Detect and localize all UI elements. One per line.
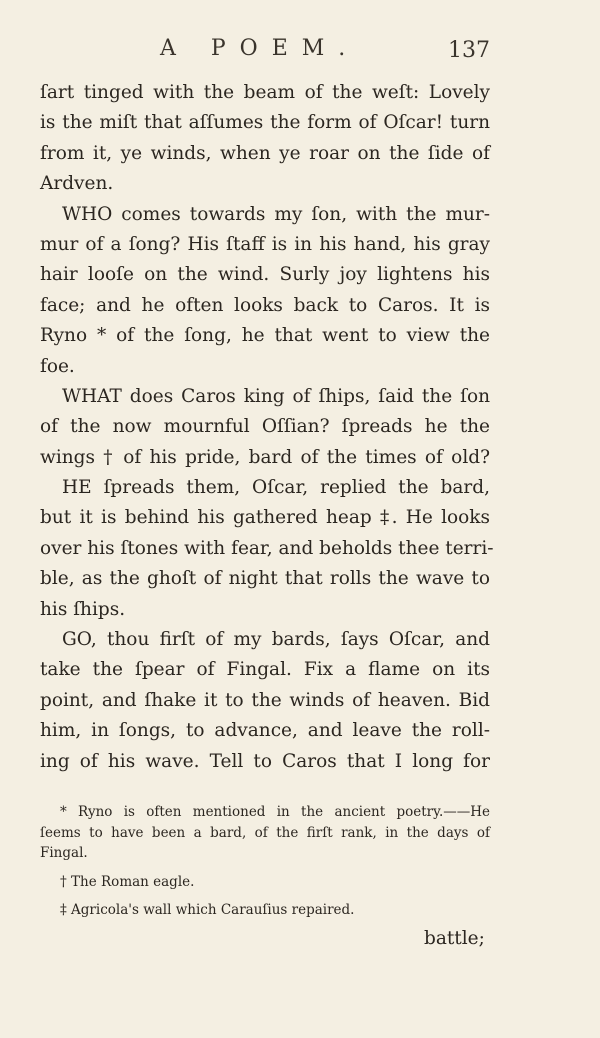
text-line: his ſhips.	[40, 598, 126, 620]
text-line: of the now mournful Oſſian? ſpreads he the	[40, 416, 490, 438]
text-line: is the miſt that aſſumes the form of Oſcar! turn	[40, 112, 490, 134]
page-number: 137	[448, 38, 490, 63]
text-line: Ryno * of the ſong, he that went to view the	[40, 325, 490, 347]
text-line: ble, as the ghoſt of night that rolls the wave to	[40, 568, 490, 590]
footnote-line: ſeems to have been a bard, of the firſt rank, in the days of	[40, 824, 490, 841]
text-line: face; and he often looks back to Caros. It is	[40, 294, 490, 316]
text-line: GO, thou firſt of my bards, ſays Oſcar, and	[62, 629, 490, 651]
footnote-line: Fingal.	[40, 845, 88, 861]
footnotes	[40, 802, 490, 921]
text-line: WHAT does Caros king of ſhips, ſaid the ſon	[62, 385, 490, 407]
text-line: but it is behind his gathered heap ‡. He looks	[40, 507, 490, 529]
text-line: over his ſtones with fear, and beholds thee terri-	[40, 537, 494, 559]
text-line: hair looſe on the wind. Surly joy lightens his	[40, 264, 490, 286]
running-head: A POEM.	[160, 36, 360, 61]
text-line: from it, ye winds, when ye roar on the ſide of	[40, 142, 490, 164]
text-line: ing of his wave. Tell to Caros that I long for	[40, 750, 490, 772]
body-text	[40, 78, 494, 777]
text-line: HE ſpreads them, Oſcar, replied the bard,	[62, 477, 490, 499]
text-line: WHO comes towards my ſon, with the mur-	[62, 203, 490, 225]
text-line: him, in ſongs, to advance, and leave the roll-	[40, 720, 490, 742]
catchword: battle;	[424, 928, 485, 949]
text-line: wings † of his pride, bard of the times of old?	[40, 446, 490, 468]
text-line: Ardven.	[40, 173, 114, 195]
text-line: mur of a ſong? His ſtaff is in his hand, his gray	[40, 233, 490, 255]
footnote-line: † The Roman eagle.	[60, 873, 195, 890]
text-line: point, and ſhake it to the winds of heaven. Bid	[40, 689, 490, 711]
footnote-line: ‡ Agricola's wall which Carauſius repaired.	[60, 902, 355, 918]
footnote-line: * Ryno is often mentioned in the ancient poetry.——He	[60, 804, 490, 820]
text-line: foe.	[40, 355, 75, 377]
text-line: ſart tinged with the beam of the weſt: Lovely	[40, 82, 490, 103]
text-line: take the ſpear of Fingal. Fix a flame on its	[40, 659, 490, 681]
